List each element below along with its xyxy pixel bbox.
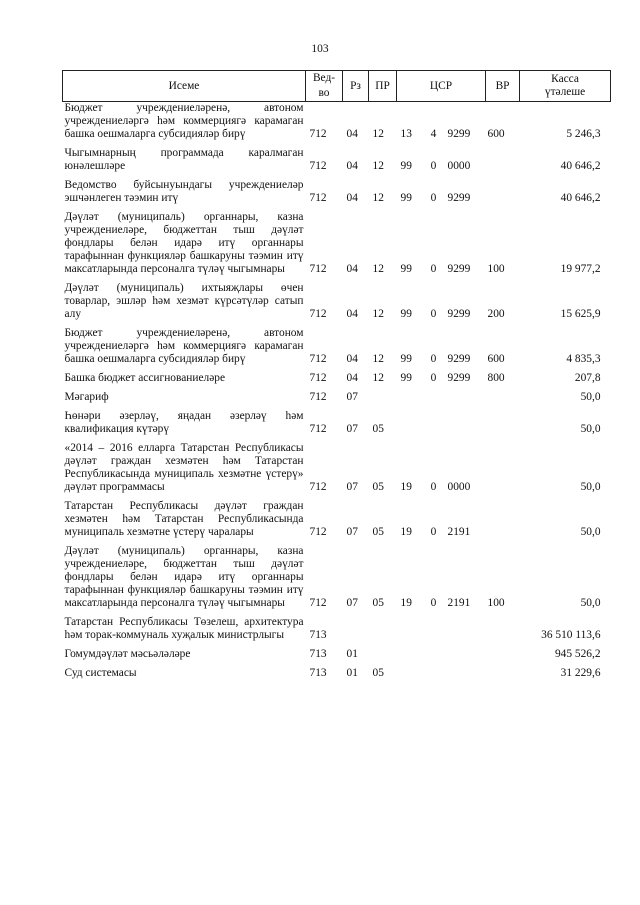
row-ved: 712	[309, 481, 327, 493]
row-csr-direction: 2191	[447, 526, 471, 538]
row-rz	[343, 610, 369, 642]
row-csr-program: 19	[400, 526, 412, 538]
row-csr-subprogram: 0	[430, 192, 437, 204]
page-number: 103	[311, 43, 329, 55]
row-vr	[486, 642, 520, 661]
row-csr-direction	[444, 385, 486, 404]
row-ved: 712	[309, 160, 327, 172]
row-rz: 07	[346, 423, 358, 435]
row-ved: 712	[309, 372, 327, 384]
row-ved: 712	[309, 192, 327, 204]
row-csr-program: 19	[400, 481, 412, 493]
table-row	[63, 404, 611, 436]
row-csr-subprogram	[424, 610, 444, 642]
header-cash-text: Касса үтәлеше	[544, 73, 586, 98]
header-ved	[306, 71, 343, 102]
row-vr	[486, 404, 520, 436]
row-csr-program: 19	[400, 597, 412, 609]
row-vr	[486, 436, 520, 494]
row-cash: 50,0	[580, 391, 601, 403]
row-ved: 712	[309, 353, 327, 365]
row-name: Ведомство буйсынуындагы учреждениеләр эшчәнлеген тәэмин итү	[64, 179, 304, 204]
row-rz: 04	[346, 160, 358, 172]
row-pr: 05	[372, 481, 384, 493]
row-name: Татарстан Республикасы дәүләт граждан хезмәтен һәм Татарстан Республикасында муниципаль хезмәтне үстерү чаралары	[64, 500, 304, 538]
row-pr: 12	[372, 372, 384, 384]
row-csr-program: 99	[400, 353, 412, 365]
row-ved: 712	[309, 128, 327, 140]
row-ved: 712	[309, 597, 327, 609]
header-vr	[486, 71, 520, 102]
row-pr: 12	[372, 353, 384, 365]
header-rz-text: Рз	[350, 79, 361, 92]
row-ved: 712	[309, 263, 327, 275]
row-csr-direction: 9299	[447, 353, 471, 365]
row-cash: 50,0	[580, 597, 601, 609]
header-cash	[520, 71, 611, 102]
row-cash: 5 246,3	[566, 128, 601, 140]
row-ved: 712	[309, 423, 327, 435]
row-cash: 19 977,2	[560, 263, 601, 275]
row-csr-program: 99	[400, 160, 412, 172]
row-csr-subprogram: 4	[430, 128, 437, 140]
row-csr-direction: 9299	[447, 372, 471, 384]
row-ved: 713	[309, 629, 327, 641]
row-csr-program	[397, 385, 424, 404]
row-pr: 05	[372, 667, 384, 679]
row-pr: 12	[372, 263, 384, 275]
row-csr-program	[397, 610, 424, 642]
row-pr: 12	[372, 128, 384, 140]
table-row	[63, 494, 611, 539]
row-cash: 945 526,2	[554, 648, 601, 660]
row-csr-subprogram: 0	[430, 308, 437, 320]
row-csr-direction: 9299	[447, 128, 471, 140]
row-vr	[486, 494, 520, 539]
row-csr-direction	[444, 642, 486, 661]
row-csr-program	[397, 404, 424, 436]
row-vr: 100	[487, 597, 505, 609]
header-rz	[343, 71, 369, 102]
row-vr: 100	[487, 263, 505, 275]
row-csr-subprogram: 0	[430, 481, 437, 493]
row-csr-program: 99	[400, 372, 412, 384]
row-vr	[486, 385, 520, 404]
row-csr-direction: 2191	[447, 597, 471, 609]
table-row	[63, 102, 611, 142]
row-csr-program: 13	[400, 128, 412, 140]
row-vr	[486, 141, 520, 173]
row-ved: 712	[309, 308, 327, 320]
row-csr-subprogram: 0	[430, 597, 437, 609]
row-ved: 713	[309, 667, 327, 679]
row-vr	[486, 173, 520, 205]
table-body	[63, 102, 611, 681]
row-pr: 12	[372, 160, 384, 172]
row-rz: 04	[346, 308, 358, 320]
row-pr: 12	[372, 192, 384, 204]
row-ved: 713	[309, 648, 327, 660]
row-csr-direction: 9299	[447, 263, 471, 275]
row-rz: 07	[346, 391, 358, 403]
table-row	[63, 661, 611, 680]
row-rz: 04	[346, 372, 358, 384]
row-csr-subprogram: 0	[430, 372, 437, 384]
table-row	[63, 276, 611, 321]
header-csr	[397, 71, 486, 102]
row-pr: 05	[372, 597, 384, 609]
header-vr-text: ВР	[495, 79, 510, 92]
row-csr-subprogram: 0	[430, 526, 437, 538]
row-csr-program	[397, 642, 424, 661]
row-rz: 01	[346, 667, 358, 679]
row-pr	[369, 385, 397, 404]
row-csr-subprogram: 0	[430, 160, 437, 172]
table-row	[63, 642, 611, 661]
row-pr	[369, 610, 397, 642]
row-csr-program: 99	[400, 263, 412, 275]
header-name	[63, 71, 306, 102]
row-vr: 200	[487, 308, 505, 320]
table-row	[63, 173, 611, 205]
row-rz: 04	[346, 128, 358, 140]
row-vr	[486, 661, 520, 680]
row-vr: 800	[487, 372, 505, 384]
table-row	[63, 436, 611, 494]
row-name: Гомумдәүләт мәсьәләләре	[64, 648, 191, 660]
row-csr-subprogram	[424, 385, 444, 404]
row-rz: 01	[346, 648, 358, 660]
row-csr-subprogram	[424, 642, 444, 661]
row-cash: 50,0	[580, 481, 601, 493]
row-cash: 4 835,3	[566, 353, 601, 365]
header-ved-text: Вед- во	[312, 72, 336, 99]
row-cash: 50,0	[580, 526, 601, 538]
header-name-text: Исеме	[168, 79, 200, 92]
row-rz: 07	[346, 597, 358, 609]
row-cash: 50,0	[580, 423, 601, 435]
table-row	[63, 610, 611, 642]
table-header-row	[63, 71, 611, 102]
row-cash: 15 625,9	[560, 308, 601, 320]
row-name: Бюджет учреждениеләренә, автоном учреждениеләргә һәм коммерциягә карамаган башка оешмаларга субсидияләр бирү	[64, 327, 304, 365]
row-csr-program: 99	[400, 308, 412, 320]
row-name: Дәүләт (муниципаль) ихтыяҗлары өчен товарлар, эшләр һәм хезмәт күрсәтүләр сатып алу	[64, 282, 304, 320]
row-cash: 40 646,2	[560, 192, 601, 204]
row-cash: 40 646,2	[560, 160, 601, 172]
row-name: Татарстан Республикасы Төзелеш, архитектура һәм торак-коммуналь хуҗалык министрлыгы	[64, 616, 304, 641]
row-name: Дәүләт (муниципаль) органнары, казна учреждениеләре, бюджеттан тыш дәүләт фондлары белән идарә итү органнары тарафыннан функцияләр башкаруны тәэмин итү максатларында персоналга түләү чыгымнары	[64, 211, 304, 275]
row-csr-subprogram	[424, 661, 444, 680]
row-name: Дәүләт (муниципаль) органнары, казна учреждениеләре, бюджеттан тыш дәүләт фондлары белән идарә итү органнары тарафыннан функцияләр башкаруны тәэмин итү максатларында персоналга түләү чыгымнары	[64, 545, 304, 609]
header-pr	[369, 71, 397, 102]
row-csr-subprogram: 0	[430, 263, 437, 275]
row-pr: 05	[372, 526, 384, 538]
row-rz: 04	[346, 263, 358, 275]
row-csr-direction	[444, 661, 486, 680]
row-pr: 12	[372, 308, 384, 320]
row-csr-program: 99	[400, 192, 412, 204]
table-row	[63, 385, 611, 404]
row-name: Мәгариф	[64, 391, 109, 403]
row-vr: 600	[487, 353, 505, 365]
table-row	[63, 321, 611, 366]
header-pr-text: ПР	[375, 79, 390, 92]
row-name: Һөнәри әзерләү, яңадан әзерләү һәм квалификация күтәрү	[64, 410, 304, 435]
table-row	[63, 366, 611, 385]
row-name: Бюджет учреждениеләренә, автоном учреждениеләргә һәм коммерциягә карамаган башка оешмаларга субсидияләр бирү	[64, 102, 304, 140]
row-csr-direction: 0000	[447, 160, 471, 172]
header-csr-text: ЦСР	[429, 79, 453, 92]
row-csr-direction: 9299	[447, 192, 471, 204]
row-csr-direction	[444, 610, 486, 642]
row-vr	[486, 610, 520, 642]
row-vr: 600	[487, 128, 505, 140]
row-name: Суд системасы	[64, 667, 137, 679]
budget-table	[62, 70, 611, 680]
row-csr-direction: 9299	[447, 308, 471, 320]
row-csr-direction	[444, 404, 486, 436]
row-cash: 36 510 113,6	[541, 629, 601, 641]
table-row	[63, 539, 611, 610]
row-csr-direction: 0000	[447, 481, 471, 493]
row-csr-subprogram	[424, 404, 444, 436]
row-name: «2014 – 2016 елларга Татарстан Республикасы дәүләт граждан хезмәтен һәм Татарстан Республикасында муниципаль хезмәтне үстерү» дәүләт программасы	[64, 442, 304, 493]
table-row	[63, 141, 611, 173]
row-pr: 05	[372, 423, 384, 435]
row-cash: 207,8	[574, 372, 601, 384]
row-csr-program	[397, 661, 424, 680]
row-name: Башка бюджет ассигнованиеләре	[64, 372, 226, 384]
row-rz: 04	[346, 353, 358, 365]
row-rz: 07	[346, 526, 358, 538]
row-rz: 04	[346, 192, 358, 204]
row-csr-subprogram: 0	[430, 353, 437, 365]
row-ved: 712	[309, 526, 327, 538]
row-rz: 07	[346, 481, 358, 493]
row-ved: 712	[309, 391, 327, 403]
row-pr	[369, 642, 397, 661]
row-name: Чыгымнарның программада каралмаган юнәлешләре	[64, 147, 304, 172]
table-row	[63, 205, 611, 276]
row-cash: 31 229,6	[560, 667, 601, 679]
